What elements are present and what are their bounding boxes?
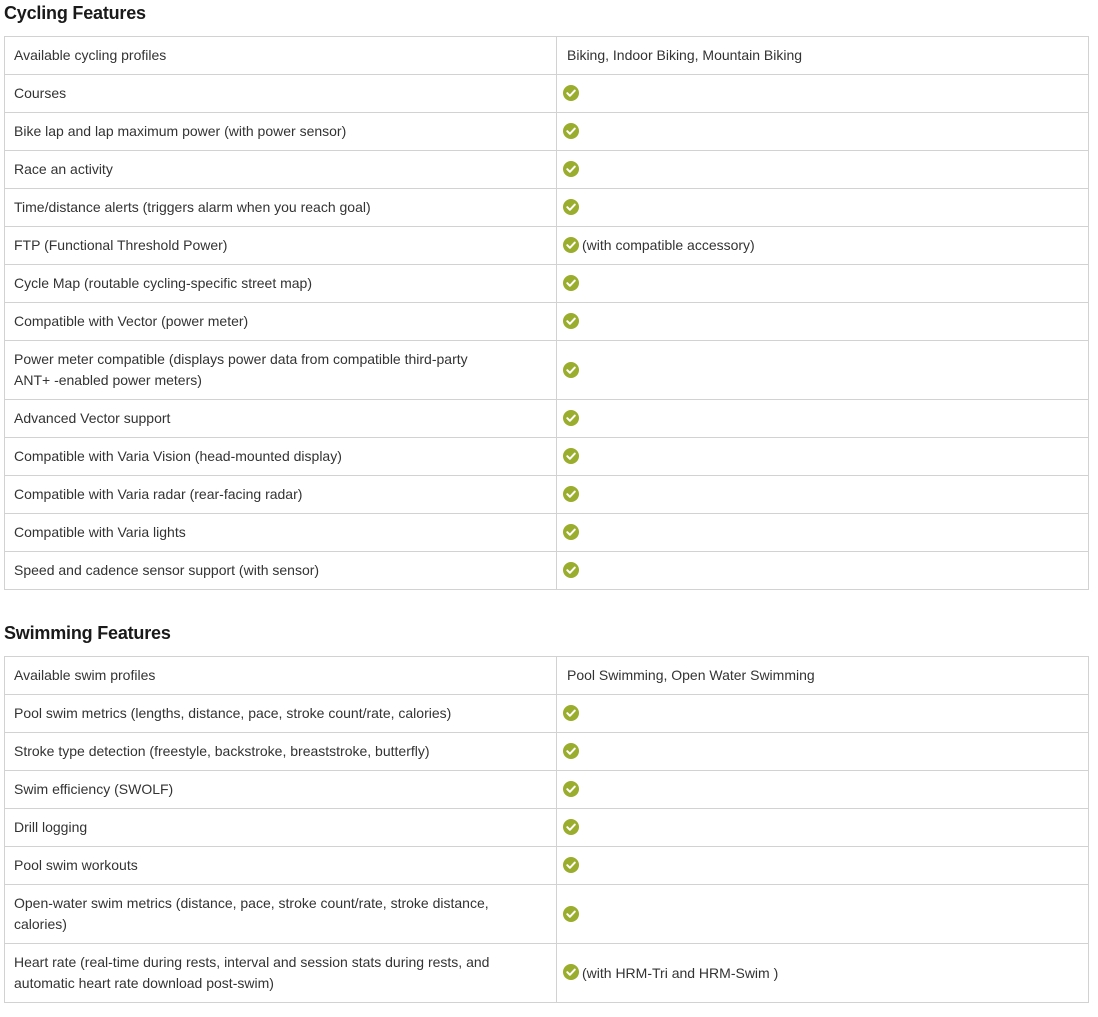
feature-value xyxy=(557,151,1089,189)
feature-label-line: Open-water swim metrics (distance, pace, stroke count/rate, stroke distance, xyxy=(14,895,489,911)
feature-value xyxy=(557,341,1089,400)
table-row xyxy=(5,303,1089,341)
feature-value xyxy=(557,265,1089,303)
feature-value xyxy=(557,438,1089,476)
feature-value xyxy=(557,944,1089,1003)
feature-label: Pool swim metrics (lengths, distance, pace, stroke count/rate, calories) xyxy=(5,695,557,733)
check-icon xyxy=(563,313,579,329)
feature-value xyxy=(557,113,1089,151)
table-row xyxy=(5,733,1089,771)
table-row xyxy=(5,113,1089,151)
feature-label: Available swim profiles xyxy=(5,657,557,695)
feature-value xyxy=(557,809,1089,847)
feature-label-line: automatic heart rate download post-swim) xyxy=(14,975,274,991)
feature-value xyxy=(557,695,1089,733)
table-row xyxy=(5,476,1089,514)
table-row xyxy=(5,514,1089,552)
feature-label: Drill logging xyxy=(5,809,557,847)
feature-value xyxy=(557,189,1089,227)
check-icon xyxy=(563,486,579,502)
feature-label-line: ANT+ -enabled power meters) xyxy=(14,372,202,388)
feature-label-line: Heart rate (real-time during rests, interval and session stats during rests, and xyxy=(14,954,490,970)
feature-label: Pool swim workouts xyxy=(5,847,557,885)
table-row xyxy=(5,944,1089,1003)
feature-note: (with HRM-Tri and HRM-Swim ) xyxy=(582,964,779,981)
table-row xyxy=(5,809,1089,847)
table-row xyxy=(5,265,1089,303)
check-icon xyxy=(563,857,579,873)
table-row xyxy=(5,400,1089,438)
feature-value xyxy=(557,733,1089,771)
table-row xyxy=(5,847,1089,885)
check-icon xyxy=(563,705,579,721)
table-row xyxy=(5,695,1089,733)
feature-value xyxy=(557,75,1089,113)
feature-value: Pool Swimming, Open Water Swimming xyxy=(557,657,1089,695)
feature-label: Compatible with Varia radar (rear-facing radar) xyxy=(5,476,557,514)
feature-label: Speed and cadence sensor support (with sensor) xyxy=(5,552,557,590)
feature-label-line: calories) xyxy=(14,916,67,932)
table-row xyxy=(5,438,1089,476)
check-icon xyxy=(563,781,579,797)
table-row xyxy=(5,189,1089,227)
check-icon xyxy=(563,275,579,291)
feature-value xyxy=(557,227,1089,265)
swimming-features-table xyxy=(4,656,1089,1003)
feature-label: Compatible with Vector (power meter) xyxy=(5,303,557,341)
feature-value xyxy=(557,885,1089,944)
feature-label: Bike lap and lap maximum power (with power sensor) xyxy=(5,113,557,151)
feature-label: Compatible with Varia lights xyxy=(5,514,557,552)
check-icon xyxy=(563,123,579,139)
feature-value xyxy=(557,552,1089,590)
feature-label: Cycle Map (routable cycling-specific street map) xyxy=(5,265,557,303)
cycling-features-table xyxy=(4,36,1089,590)
feature-value xyxy=(557,514,1089,552)
feature-label: Time/distance alerts (triggers alarm when you reach goal) xyxy=(5,189,557,227)
check-icon xyxy=(563,410,579,426)
feature-value xyxy=(557,476,1089,514)
check-icon xyxy=(563,85,579,101)
check-icon xyxy=(563,161,579,177)
feature-value: Biking, Indoor Biking, Mountain Biking xyxy=(557,37,1089,75)
check-icon xyxy=(563,448,579,464)
feature-label: Advanced Vector support xyxy=(5,400,557,438)
check-icon xyxy=(563,237,579,253)
swimming-section-title: Swimming Features xyxy=(4,623,171,643)
feature-value xyxy=(557,400,1089,438)
check-icon xyxy=(563,743,579,759)
check-icon xyxy=(563,906,579,922)
table-row xyxy=(5,151,1089,189)
check-icon xyxy=(563,562,579,578)
check-icon xyxy=(563,362,579,378)
check-icon xyxy=(563,524,579,540)
table-row xyxy=(5,771,1089,809)
check-icon xyxy=(563,199,579,215)
feature-note: (with compatible accessory) xyxy=(582,237,755,254)
table-row xyxy=(5,552,1089,590)
feature-label-line: Power meter compatible (displays power data from compatible third-party xyxy=(14,351,468,367)
feature-label: Swim efficiency (SWOLF) xyxy=(5,771,557,809)
feature-label xyxy=(5,944,557,1003)
table-row xyxy=(5,341,1089,400)
table-row xyxy=(5,885,1089,944)
feature-label xyxy=(5,341,557,400)
feature-value xyxy=(557,303,1089,341)
feature-label: FTP (Functional Threshold Power) xyxy=(5,227,557,265)
feature-label: Race an activity xyxy=(5,151,557,189)
feature-value xyxy=(557,847,1089,885)
check-icon xyxy=(563,964,579,980)
feature-label: Compatible with Varia Vision (head-mounted display) xyxy=(5,438,557,476)
table-row xyxy=(5,37,1089,75)
table-row xyxy=(5,75,1089,113)
feature-label: Courses xyxy=(5,75,557,113)
feature-label xyxy=(5,885,557,944)
check-icon xyxy=(563,819,579,835)
feature-label: Available cycling profiles xyxy=(5,37,557,75)
table-row xyxy=(5,227,1089,265)
feature-value xyxy=(557,771,1089,809)
table-row xyxy=(5,657,1089,695)
cycling-section-title: Cycling Features xyxy=(4,3,146,23)
feature-label: Stroke type detection (freestyle, backstroke, breaststroke, butterfly) xyxy=(5,733,557,771)
